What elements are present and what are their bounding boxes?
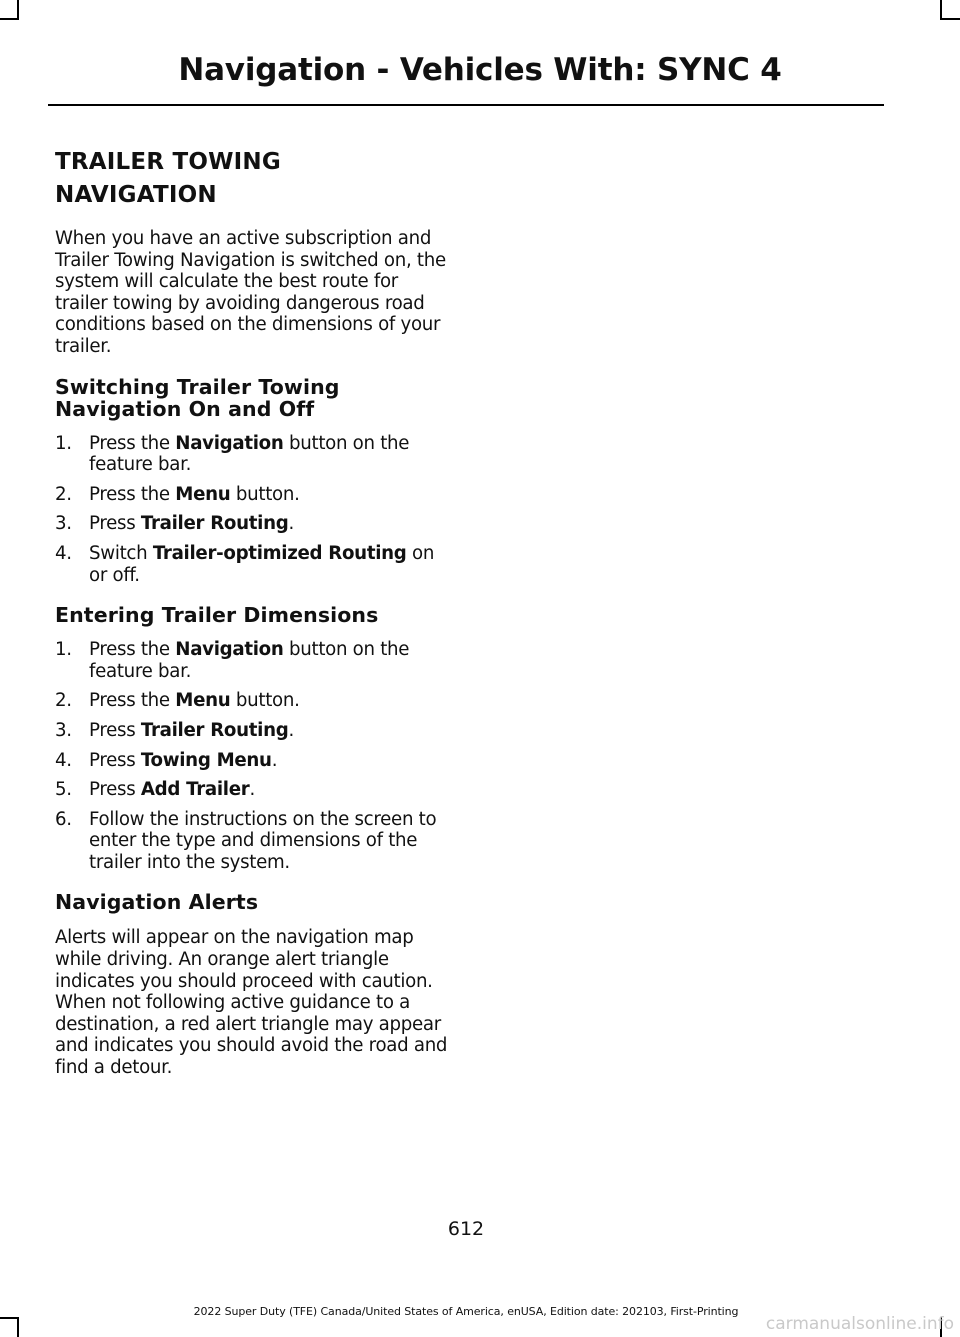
step-ui-term: Menu <box>175 690 231 712</box>
footer-edition-info: 2022 Super Duty (TFE) Canada/United States of America, enUSA, Edition date: 202103, First-Printing <box>193 1305 739 1318</box>
intro-paragraph: When you have an active subscription and Trailer Towing Navigation is switched on, the system will calculate the best route for trailer towing by avoiding dangerous road conditions based on the dimensions of your trailer. <box>55 228 446 357</box>
list-item <box>55 639 455 682</box>
switching-steps-list <box>55 433 455 587</box>
step-number: 2. <box>55 483 72 505</box>
step-ui-term: Towing Menu <box>140 749 272 771</box>
list-item <box>55 779 455 801</box>
step-ui-term: Trailer Routing <box>140 719 289 741</box>
dimensions-steps-list <box>55 639 455 873</box>
step-text: Press <box>89 719 141 741</box>
step-text: Press the <box>89 432 176 454</box>
page-number: 612 <box>447 1218 485 1240</box>
step-text-end: button on the feature bar. <box>89 639 410 682</box>
step-number: 2. <box>55 690 72 712</box>
step-text-end: on or off. <box>89 542 435 586</box>
alerts-paragraph: Alerts will appear on the navigation map while driving. An orange alert triangle indicates you should proceed with caution. When not following active guidance to a destination, a red alert triangle may appear and indicates you should avoid the road and find a detour. <box>55 927 448 1079</box>
step-text-end: button. <box>230 690 300 712</box>
list-item <box>55 720 455 742</box>
crop-mark <box>0 18 19 20</box>
alerts-heading: Navigation Alerts <box>55 890 259 915</box>
step-text: Press <box>89 749 141 771</box>
list-item <box>55 690 455 712</box>
step-text-end: button on the feature bar. <box>89 432 410 476</box>
step-number: 3. <box>55 513 72 535</box>
dimensions-heading: Entering Trailer Dimensions <box>55 603 379 628</box>
section-title-line1: TRAILER TOWING <box>55 149 281 175</box>
step-text: Press the <box>89 639 176 661</box>
page-header-title: Navigation - Vehicles With: SYNC 4 <box>178 52 782 88</box>
crop-mark <box>17 1317 19 1337</box>
section-title-line2: NAVIGATION <box>55 182 217 208</box>
step-ui-term: Navigation <box>175 432 284 454</box>
step-text: Press the <box>89 690 176 712</box>
step-text-end: . <box>249 779 255 801</box>
step-number: 6. <box>55 808 72 830</box>
list-item <box>55 513 455 535</box>
watermark: carmanualsonline.info <box>765 1314 954 1334</box>
step-text-end: . <box>288 513 294 535</box>
step-ui-term: Trailer Routing <box>140 513 289 535</box>
step-text-end: button. <box>230 483 300 505</box>
step-number: 1. <box>55 639 72 661</box>
step-number: 3. <box>55 719 72 741</box>
step-number: 1. <box>55 432 72 454</box>
switching-heading: Switching Trailer Towing Navigation On and Off <box>55 374 340 421</box>
list-item <box>55 433 455 476</box>
step-ui-term: Add Trailer <box>140 779 250 801</box>
step-text-end: . <box>271 749 278 771</box>
list-item <box>55 750 455 772</box>
list-item <box>55 543 455 586</box>
step-number: 4. <box>55 749 72 771</box>
crop-mark <box>940 18 960 20</box>
step-text: Press <box>89 513 141 535</box>
main-content <box>55 146 455 1079</box>
step-text: Press the <box>89 483 176 505</box>
step-ui-term: Menu <box>175 483 231 505</box>
step-ui-term: Navigation <box>175 639 284 661</box>
header-divider <box>48 104 884 106</box>
step-ui-term: Trailer-optimized Routing <box>152 542 407 564</box>
section-title <box>55 146 455 212</box>
crop-mark <box>940 0 942 20</box>
list-item <box>55 484 455 506</box>
step-text: Press <box>89 779 141 801</box>
step-text: Switch <box>89 542 153 564</box>
step-number: 4. <box>55 542 72 564</box>
list-item <box>55 809 455 874</box>
crop-mark <box>17 0 19 20</box>
step-text: Follow the instructions on the screen to enter the type and dimensions of the trailer into the system. <box>89 808 437 873</box>
step-text-end: . <box>288 719 294 741</box>
step-number: 5. <box>55 779 72 801</box>
